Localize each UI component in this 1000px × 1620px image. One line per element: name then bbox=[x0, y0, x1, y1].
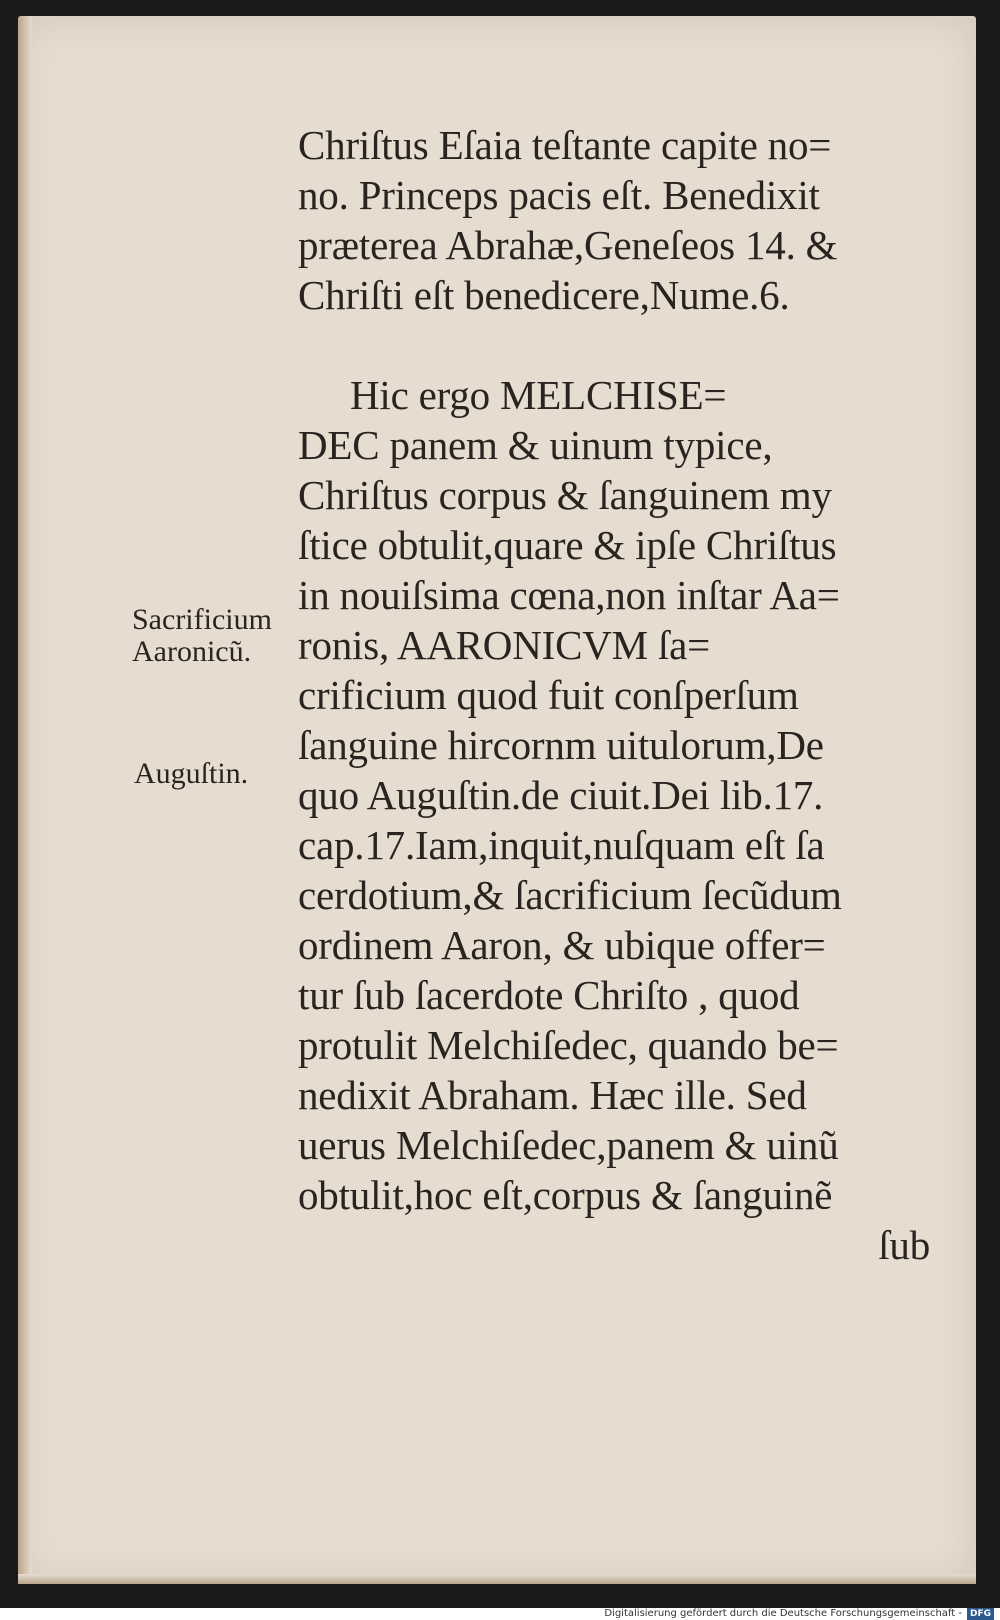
text-line: in nouiſsima cœna,non inſtar Aa= bbox=[298, 572, 840, 618]
margin-note-line: Sacrificium bbox=[132, 603, 272, 636]
text-line: DEC panem & uinum typice, bbox=[298, 422, 773, 468]
main-text-block bbox=[298, 120, 938, 1270]
margin-note-line: Aaronicũ. bbox=[132, 635, 252, 668]
margin-note-augustin: Auguſtin. bbox=[134, 757, 249, 790]
text-line: Chriſtus Eſaia teſtante capite no= bbox=[298, 122, 832, 168]
text-line: Chriſtus corpus & ſanguinem my bbox=[298, 472, 832, 518]
text-line: ordinem Aaron, & ubique offer= bbox=[298, 922, 826, 968]
digitization-credit: Digitalisierung gefördert durch die Deutsche Forschungsgemeinschaft - bbox=[604, 1608, 962, 1619]
text-line-paragraph-start: Hic ergo MELCHISE= bbox=[350, 372, 727, 418]
text-line: ronis, AARONICVM ſa= bbox=[298, 622, 711, 668]
text-line: crificium quod fuit conſperſum bbox=[298, 672, 799, 718]
text-line: præterea Abrahæ,Geneſeos 14. & bbox=[298, 222, 838, 268]
paragraph-gap bbox=[298, 320, 938, 370]
text-line: ſtice obtulit,quare & ipſe Chriſtus bbox=[298, 522, 837, 568]
text-line: ſanguine hircornm uitulorum,De bbox=[298, 722, 824, 768]
text-line: tur ſub ſacerdote Chriſto , quod bbox=[298, 972, 800, 1018]
text-line: nedixit Abraham. Hæc ille. Sed bbox=[298, 1072, 807, 1118]
dfg-logo-badge: DFG bbox=[967, 1608, 994, 1620]
catchword: ſub bbox=[878, 1222, 930, 1268]
page-bottom-edge bbox=[18, 1574, 976, 1584]
margin-note-sacrificium bbox=[132, 604, 272, 668]
text-line: uerus Melchiſedec,panem & uinũ bbox=[298, 1122, 839, 1168]
text-line: protulit Melchiſedec, quando be= bbox=[298, 1022, 839, 1068]
text-line: cap.17.Iam,inquit,nuſquam eſt ſa bbox=[298, 822, 825, 868]
text-line: no. Princeps pacis eſt. Benedixit bbox=[298, 172, 820, 218]
text-line: Chriſti eſt benedicere,Nume.6. bbox=[298, 272, 790, 318]
page-left-edge bbox=[18, 16, 32, 1584]
text-line: obtulit,hoc eſt,corpus & ſanguinẽ bbox=[298, 1172, 833, 1218]
text-line: quo Auguſtin.de ciuit.Dei lib.17. bbox=[298, 772, 824, 818]
text-line: cerdotium,& ſacrificium ſecũdum bbox=[298, 872, 842, 918]
